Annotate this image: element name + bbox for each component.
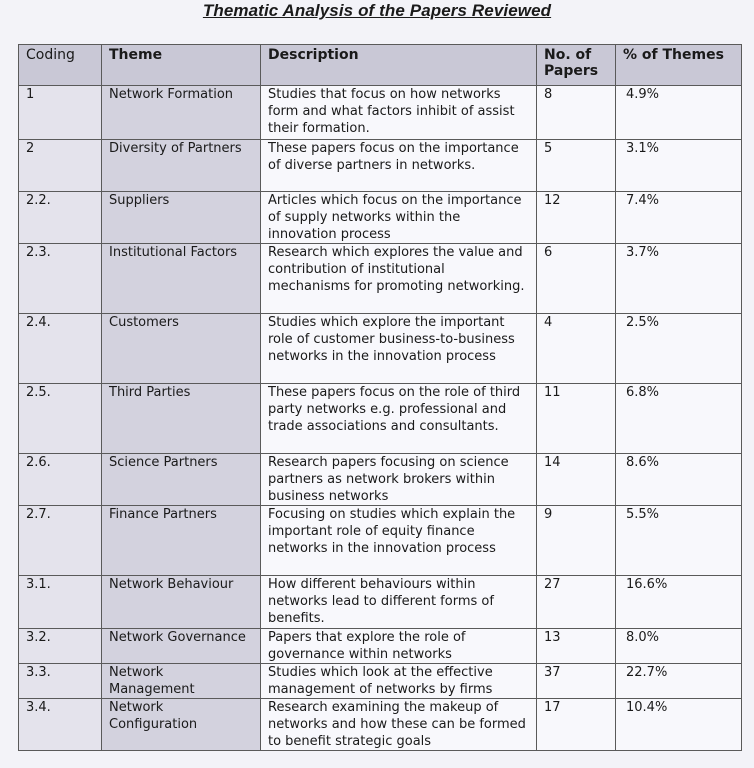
code-cell: 3.2. (19, 629, 102, 664)
table-row (19, 192, 742, 244)
percent-cell: 4.9% (616, 86, 742, 140)
papers-cell: 27 (537, 576, 616, 629)
code-cell: 2.5. (19, 384, 102, 454)
code-cell: 2.4. (19, 314, 102, 384)
theme-cell: Suppliers (102, 192, 261, 244)
percent-cell: 16.6% (616, 576, 742, 629)
papers-cell: 12 (537, 192, 616, 244)
theme-cell: Customers (102, 314, 261, 384)
table-row (19, 506, 742, 576)
papers-cell: 11 (537, 384, 616, 454)
code-cell: 2.2. (19, 192, 102, 244)
papers-cell: 5 (537, 140, 616, 192)
description-cell: Studies which look at the effective management of networks by firms (261, 664, 537, 699)
theme-cell: Science Partners (102, 454, 261, 506)
theme-cell: Network Management (102, 664, 261, 699)
theme-cell: Network Governance (102, 629, 261, 664)
percent-cell: 3.7% (616, 244, 742, 314)
percent-cell: 3.1% (616, 140, 742, 192)
table-row (19, 699, 742, 751)
table-row (19, 629, 742, 664)
table-row (19, 244, 742, 314)
theme-cell: Network Formation (102, 86, 261, 140)
document-title: Thematic Analysis of the Papers Reviewed (202, 1, 552, 20)
papers-cell: 17 (537, 699, 616, 751)
table-row (19, 86, 742, 140)
papers-cell: 14 (537, 454, 616, 506)
theme-cell: Finance Partners (102, 506, 261, 576)
description-cell: These papers focus on the importance of diverse partners in networks. (261, 140, 537, 192)
thematic-analysis-table (18, 44, 742, 751)
papers-cell: 13 (537, 629, 616, 664)
description-cell: Articles which focus on the importance of supply networks within the innovation process (261, 192, 537, 244)
table-row (19, 314, 742, 384)
papers-cell: 37 (537, 664, 616, 699)
percent-cell: 7.4% (616, 192, 742, 244)
percent-cell: 22.7% (616, 664, 742, 699)
header-no-of-papers: No. of Papers (537, 45, 616, 86)
theme-cell: Third Parties (102, 384, 261, 454)
code-cell: 3.3. (19, 664, 102, 699)
papers-cell: 8 (537, 86, 616, 140)
header-description: Description (261, 45, 537, 86)
percent-cell: 8.6% (616, 454, 742, 506)
table-row (19, 664, 742, 699)
description-cell: Research which explores the value and contribution of institutional mechanisms for promoting networking. (261, 244, 537, 314)
papers-cell: 6 (537, 244, 616, 314)
table-row (19, 576, 742, 629)
description-cell: Studies which explore the important role of customer business-to-business networks in the innovation process (261, 314, 537, 384)
code-cell: 2.3. (19, 244, 102, 314)
description-cell: Research papers focusing on science partners as network brokers within business networks (261, 454, 537, 506)
code-cell: 3.1. (19, 576, 102, 629)
theme-cell: Network Configuration (102, 699, 261, 751)
percent-cell: 8.0% (616, 629, 742, 664)
percent-cell: 5.5% (616, 506, 742, 576)
table-row (19, 140, 742, 192)
code-cell: 1 (19, 86, 102, 140)
papers-cell: 9 (537, 506, 616, 576)
code-cell: 3.4. (19, 699, 102, 751)
table-row (19, 384, 742, 454)
code-cell: 2 (19, 140, 102, 192)
description-cell: Studies that focus on how networks form and what factors inhibit of assist their formation. (261, 86, 537, 140)
description-cell: Focusing on studies which explain the important role of equity finance networks in the innovation process (261, 506, 537, 576)
description-cell: These papers focus on the role of third party networks e.g. professional and trade associations and consultants. (261, 384, 537, 454)
code-cell: 2.6. (19, 454, 102, 506)
percent-cell: 2.5% (616, 314, 742, 384)
header-percent-of-themes: % of Themes (616, 45, 742, 86)
table-header-row (19, 45, 742, 86)
header-coding: Coding (19, 45, 102, 86)
table-row (19, 454, 742, 506)
description-cell: Papers that explore the role of governance within networks (261, 629, 537, 664)
theme-cell: Diversity of Partners (102, 140, 261, 192)
papers-cell: 4 (537, 314, 616, 384)
percent-cell: 6.8% (616, 384, 742, 454)
theme-cell: Network Behaviour (102, 576, 261, 629)
header-theme: Theme (102, 45, 261, 86)
theme-cell: Institutional Factors (102, 244, 261, 314)
description-cell: How different behaviours within networks lead to different forms of benefits. (261, 576, 537, 629)
code-cell: 2.7. (19, 506, 102, 576)
percent-cell: 10.4% (616, 699, 742, 751)
description-cell: Research examining the makeup of networks and how these can be formed to benefit strategic goals (261, 699, 537, 751)
